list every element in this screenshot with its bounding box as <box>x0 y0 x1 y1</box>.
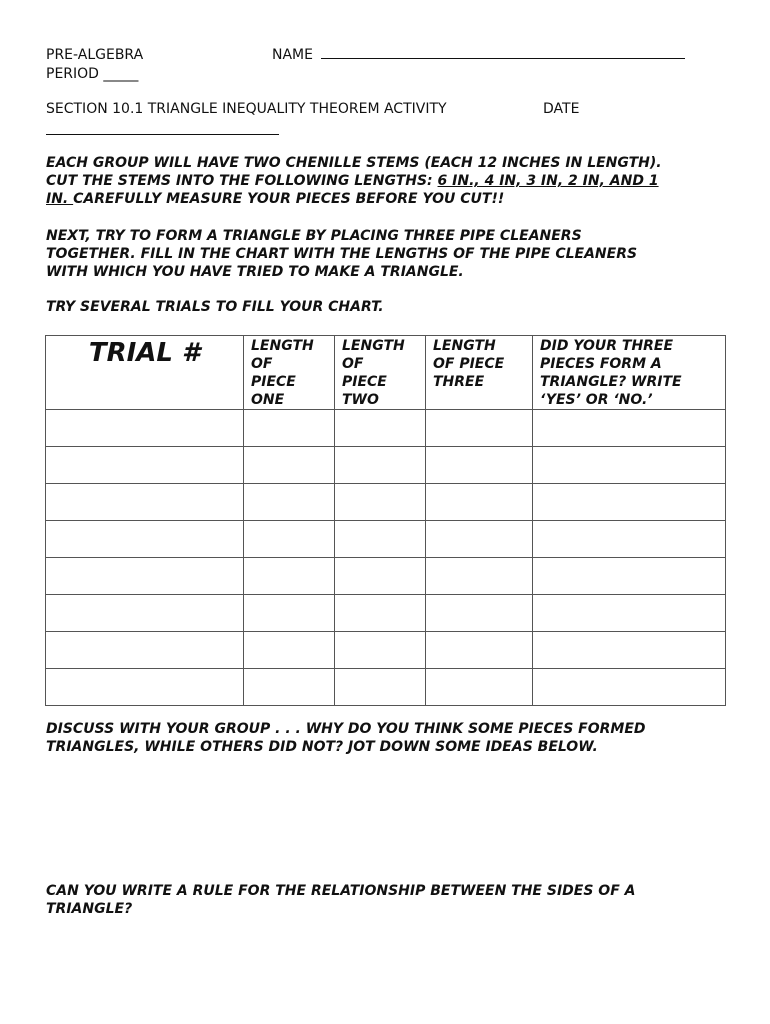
date-label: DATE <box>543 101 580 117</box>
header-piece-three <box>426 336 533 410</box>
instruction-line <box>46 190 736 208</box>
header-piece-one <box>244 336 335 410</box>
piece-two-cell[interactable] <box>335 595 426 632</box>
instruction-line: EACH GROUP WILL HAVE TWO CHENILLE STEMS (EACH 12 INCHES IN LENGTH). <box>46 155 662 171</box>
header-line: PIECE <box>251 374 296 390</box>
header-result <box>533 336 726 410</box>
piece-one-cell[interactable] <box>244 558 335 595</box>
trial-chart <box>45 335 726 706</box>
instruction-line: TOGETHER. FILL IN THE CHART WITH THE LENGTHS OF THE PIPE CLEANERS <box>46 246 638 262</box>
result-cell[interactable] <box>533 521 726 558</box>
chart-row <box>46 595 726 632</box>
result-cell[interactable] <box>533 669 726 706</box>
question-line: CAN YOU WRITE A RULE FOR THE RELATIONSHIP BETWEEN THE SIDES OF A <box>46 883 636 899</box>
chart-row <box>46 410 726 447</box>
chart-row <box>46 484 726 521</box>
piece-three-cell[interactable] <box>426 632 533 669</box>
header-line: LENGTH <box>433 338 496 354</box>
instruction-line: NEXT, TRY TO FORM A TRIANGLE BY PLACING THREE PIPE CLEANERS <box>46 228 582 244</box>
piece-two-cell[interactable] <box>335 410 426 447</box>
question-discuss <box>46 720 736 756</box>
piece-three-cell[interactable] <box>426 484 533 521</box>
piece-one-cell[interactable] <box>244 669 335 706</box>
header-line: PIECE <box>342 374 387 390</box>
piece-one-cell[interactable] <box>244 484 335 521</box>
chart-row <box>46 447 726 484</box>
piece-two-cell[interactable] <box>335 484 426 521</box>
result-cell[interactable] <box>533 632 726 669</box>
name-label-text: NAME <box>272 47 313 63</box>
trial-cell[interactable] <box>46 669 244 706</box>
piece-three-cell[interactable] <box>426 558 533 595</box>
header-line: ‘YES’ OR ‘NO.’ <box>540 392 653 408</box>
question-line: DISCUSS WITH YOUR GROUP . . . WHY DO YOU THINK SOME PIECES FORMED <box>46 721 646 737</box>
header-trial <box>46 336 244 410</box>
chart-row <box>46 669 726 706</box>
piece-three-cell[interactable] <box>426 521 533 558</box>
header-line: OF <box>251 356 273 372</box>
piece-one-header <box>244 336 334 409</box>
piece-one-cell[interactable] <box>244 632 335 669</box>
piece-three-cell[interactable] <box>426 595 533 632</box>
result-cell[interactable] <box>533 447 726 484</box>
header-line: OF <box>342 356 364 372</box>
header-piece-two <box>335 336 426 410</box>
result-cell[interactable] <box>533 410 726 447</box>
header-line: LENGTH <box>251 338 314 354</box>
piece-two-header <box>335 336 425 409</box>
piece-one-cell[interactable] <box>244 447 335 484</box>
piece-three-cell[interactable] <box>426 669 533 706</box>
header-line: LENGTH <box>342 338 405 354</box>
section-title: SECTION 10.1 TRIANGLE INEQUALITY THEOREM ACTIVITY <box>46 101 447 117</box>
piece-one-cell[interactable] <box>244 410 335 447</box>
result-cell[interactable] <box>533 595 726 632</box>
name-label <box>272 47 685 63</box>
header-line: TWO <box>342 392 379 408</box>
result-cell[interactable] <box>533 484 726 521</box>
trial-cell[interactable] <box>46 595 244 632</box>
result-header <box>533 336 725 409</box>
piece-two-cell[interactable] <box>335 632 426 669</box>
header-line: PIECES FORM A <box>540 356 662 372</box>
question-line: TRIANGLES, WHILE OTHERS DID NOT? JOT DOWN SOME IDEAS BELOW. <box>46 739 598 755</box>
chart-row <box>46 632 726 669</box>
instruction-cutting <box>46 154 736 208</box>
header-line: DID YOUR THREE <box>540 338 674 354</box>
header-line: OF PIECE <box>433 356 505 372</box>
chart-header-row <box>46 336 726 410</box>
question-line: TRIANGLE? <box>46 901 133 917</box>
piece-three-cell[interactable] <box>426 447 533 484</box>
piece-two-cell[interactable] <box>335 521 426 558</box>
header-line: ONE <box>251 392 285 408</box>
instruction-line: WITH WHICH YOU HAVE TRIED TO MAKE A TRIANGLE. <box>46 264 464 280</box>
piece-one-cell[interactable] <box>244 521 335 558</box>
trial-cell[interactable] <box>46 484 244 521</box>
date-blank[interactable] <box>46 134 279 135</box>
name-blank[interactable] <box>321 58 685 59</box>
lengths-underlined-end: IN. <box>46 191 74 207</box>
piece-two-cell[interactable] <box>335 447 426 484</box>
course-title: PRE-ALGEBRA <box>46 47 144 63</box>
piece-two-cell[interactable] <box>335 558 426 595</box>
piece-three-cell[interactable] <box>426 410 533 447</box>
instruction-forming <box>46 227 736 281</box>
piece-three-header <box>426 336 532 391</box>
chart-body <box>46 410 726 706</box>
piece-two-cell[interactable] <box>335 669 426 706</box>
trial-cell[interactable] <box>46 521 244 558</box>
header-line: TRIANGLE? WRITE <box>540 374 682 390</box>
trial-cell[interactable] <box>46 632 244 669</box>
instruction-text: CUT THE STEMS INTO THE FOLLOWING LENGTHS: <box>46 173 438 189</box>
chart-row <box>46 558 726 595</box>
trial-cell[interactable] <box>46 410 244 447</box>
question-rule <box>46 882 736 918</box>
period-label: PERIOD _____ <box>46 66 139 82</box>
instruction-text: CAREFULLY MEASURE YOUR PIECES BEFORE YOU CUT!! <box>73 191 505 207</box>
trial-header-text: TRIAL # <box>88 338 201 368</box>
trial-cell[interactable] <box>46 558 244 595</box>
header-line: THREE <box>433 374 485 390</box>
result-cell[interactable] <box>533 558 726 595</box>
chart-row <box>46 521 726 558</box>
piece-one-cell[interactable] <box>244 595 335 632</box>
instruction-trials: TRY SEVERAL TRIALS TO FILL YOUR CHART. <box>46 299 384 315</box>
instruction-line <box>46 172 736 190</box>
trial-cell[interactable] <box>46 447 244 484</box>
lengths-underlined: 6 IN., 4 IN, 3 IN, 2 IN, AND 1 <box>437 173 659 189</box>
